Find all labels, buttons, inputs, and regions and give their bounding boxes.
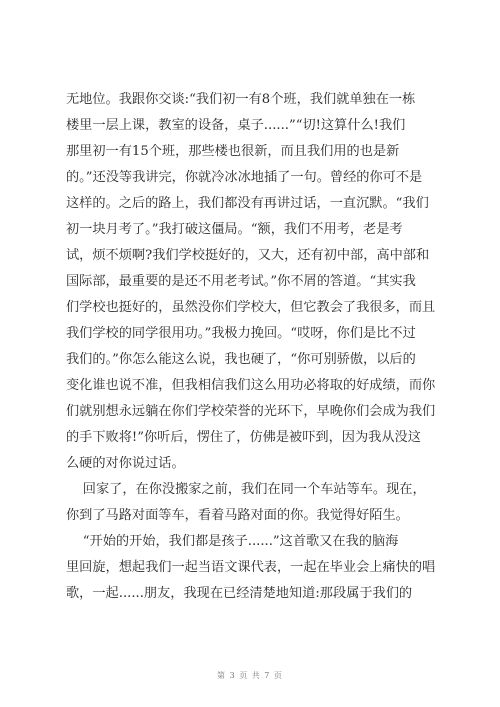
text-line: 楼里一层上课，教室的设备，桌子......”“切!这算什么!我们 xyxy=(66,118,406,133)
text-line: 我们学校的同学很用功。”我极力挽回。“哎呀，你们是比不过 xyxy=(66,326,416,341)
text-line: 歌，一起......朋友，我现在已经清楚地知道:那段属于我们的 xyxy=(66,586,413,601)
body-text xyxy=(66,87,436,607)
text-line: 么硬的对你说过话。 xyxy=(66,456,185,471)
text-line: 的手下败将!”你听后，愣住了，仿佛是被吓到，因为我从没这 xyxy=(66,430,421,445)
text-line: 里回旋，想起我们一起当语文课代表，一起在毕业会上痛快的唱 xyxy=(66,560,436,575)
text-line: 我们的。”你怎么能这么说，我也硬了，“你可别骄傲，以后的 xyxy=(66,352,416,367)
page-number-footer: 第 3 页 共 7 页 xyxy=(217,671,283,680)
text-line: 这样的。之后的路上，我们都没有再讲过话，一直沉默。“我们 xyxy=(66,196,429,211)
text-line: 那里初一有15个班，那些楼也很新，而且我们用的也是新 xyxy=(66,144,400,159)
text-line: 回家了，在你没搬家之前，我们在同一个车站等车。现在， xyxy=(66,482,426,497)
text-line: 试，烦不烦啊?我们学校挺好的，又大，还有初中部，高中部和 xyxy=(66,248,430,263)
text-line: 们学校也挺好的，虽然没你们学校大，但它教会了我很多，而且 xyxy=(66,300,436,315)
text-line: 变化谁也说不准，但我相信我们这么用功必将取的好成绩，而你 xyxy=(66,378,436,393)
text-line: 们就别想永远躺在你们学校荣誉的光环下，早晚你们会成为我们 xyxy=(66,404,436,419)
text-line: 无地位。我跟你交谈:“我们初一有8个班，我们就单独在一栋 xyxy=(66,92,416,107)
text-line: “开始的开始，我们都是孩子......”这首歌又在我的脑海 xyxy=(66,534,399,549)
text-line: 国际部，最重要的是还不用老考试。”你不屑的答道。“其实我 xyxy=(66,274,416,289)
text-line: 初一块月考了。”我打破这僵局。“额，我们不用考，老是考 xyxy=(66,222,403,237)
text-line: 你到了马路对面等车，看着马路对面的你。我觉得好陌生。 xyxy=(66,508,409,523)
text-line: 的。”还没等我讲完，你就冷冰冰地插了一句。曾经的你可不是 xyxy=(66,170,423,185)
